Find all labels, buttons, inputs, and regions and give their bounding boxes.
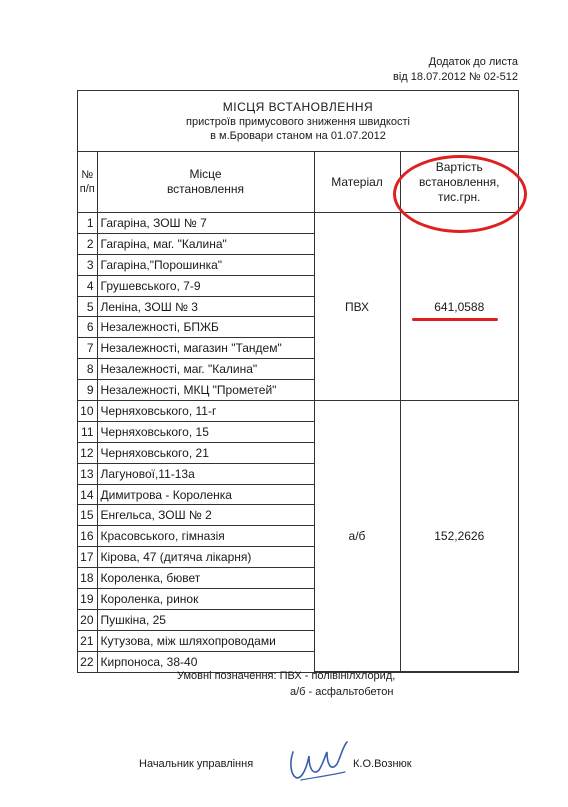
row-place: Димитрова - Короленка: [97, 484, 314, 505]
handwritten-signature: [287, 738, 351, 784]
row-place: Пушкіна, 25: [97, 609, 314, 630]
row-place: Грушевського, 7-9: [97, 275, 314, 296]
legend: [177, 668, 395, 700]
header-cost-line-1: Вартість: [435, 159, 483, 174]
row-number: 21: [78, 630, 97, 651]
row-place: Кутузова, між шляхопроводами: [97, 630, 314, 651]
row-place: Енгельса, ЗОШ № 2: [97, 505, 314, 526]
legend-line-2: а/б - асфальтобетон: [290, 686, 394, 698]
addendum-line-1: Додаток до листа: [428, 56, 518, 68]
row-place: Короленка, ринок: [97, 589, 314, 610]
row-place: Незалежності, магазин "Тандем": [97, 338, 314, 359]
row-number: 17: [78, 547, 97, 568]
row-number: 1: [78, 213, 97, 234]
table-title-main: МІСЦЯ ВСТАНОВЛЕННЯ: [222, 99, 374, 114]
row-place: Черняховського, 21: [97, 442, 314, 463]
header-number-line-1: №: [81, 169, 94, 181]
row-number: 20: [78, 609, 97, 630]
header-place: [97, 152, 314, 213]
row-number: 16: [78, 526, 97, 547]
header-number: [78, 152, 97, 213]
material-group-b: а/б: [314, 401, 400, 672]
row-number: 9: [78, 380, 97, 401]
row-number: 13: [78, 463, 97, 484]
row-place: Кирпоноса, 38-40: [97, 651, 314, 671]
row-place: Гагаріна,"Порошинка": [97, 254, 314, 275]
header-place-line-2: встановлення: [166, 182, 245, 196]
header-cost-line-3: тис.грн.: [437, 189, 481, 204]
row-place: Незалежності, маг. "Калина": [97, 359, 314, 380]
row-number: 6: [78, 317, 97, 338]
row-number: 18: [78, 568, 97, 589]
addendum-line-2: від 18.07.2012 № 02-512: [393, 71, 518, 83]
row-place: Красовського, гімназія: [97, 526, 314, 547]
row-place: Черняховського, 15: [97, 421, 314, 442]
header-material: Матеріал: [314, 152, 400, 213]
table-title-line-3: в м.Бровари станом на 01.07.2012: [210, 129, 386, 142]
cost-group-b: 152,2626: [400, 401, 518, 672]
row-number: 4: [78, 275, 97, 296]
row-number: 5: [78, 296, 97, 317]
row-number: 19: [78, 589, 97, 610]
table-title-line-2: пристроїв примусового зниження швидкості: [186, 115, 410, 128]
addendum-note: [393, 55, 518, 85]
signatory-name: К.О.Вознюк: [353, 758, 412, 770]
row-number: 7: [78, 338, 97, 359]
highlight-circle-annotation: [393, 155, 527, 233]
row-place: Короленка, бювет: [97, 568, 314, 589]
row-number: 3: [78, 254, 97, 275]
row-place: Незалежності, МКЦ "Прометей": [97, 380, 314, 401]
row-number: 10: [78, 401, 97, 422]
row-place: Гагаріна, ЗОШ № 7: [97, 213, 314, 234]
header-place-line-1: Місце: [189, 167, 222, 181]
header-number-line-2: п/п: [79, 183, 95, 195]
row-number: 15: [78, 505, 97, 526]
row-place: Черняховського, 11-г: [97, 401, 314, 422]
row-number: 2: [78, 233, 97, 254]
material-group-a: ПВХ: [314, 213, 400, 401]
table-row: [78, 401, 518, 422]
row-place: Лагунової,11-13а: [97, 463, 314, 484]
row-place: Гагаріна, маг. "Калина": [97, 233, 314, 254]
row-number: 8: [78, 359, 97, 380]
row-number: 12: [78, 442, 97, 463]
row-place: Кірова, 47 (дитяча лікарня): [97, 547, 314, 568]
signatory-title: Начальник управління: [139, 758, 254, 770]
row-number: 22: [78, 651, 97, 671]
header-cost-line-2: встановлення,: [419, 174, 500, 189]
row-place: Незалежності, БПЖБ: [97, 317, 314, 338]
row-place: Леніна, ЗОШ № 3: [97, 296, 314, 317]
row-number: 11: [78, 421, 97, 442]
row-number: 14: [78, 484, 97, 505]
cost-group-a: 641,0588: [400, 213, 518, 401]
legend-line-1: Умовні позначення: ПВХ - полівінілхлорид,: [177, 670, 396, 682]
highlight-underline-annotation: [412, 318, 498, 321]
table-title: [78, 91, 518, 152]
